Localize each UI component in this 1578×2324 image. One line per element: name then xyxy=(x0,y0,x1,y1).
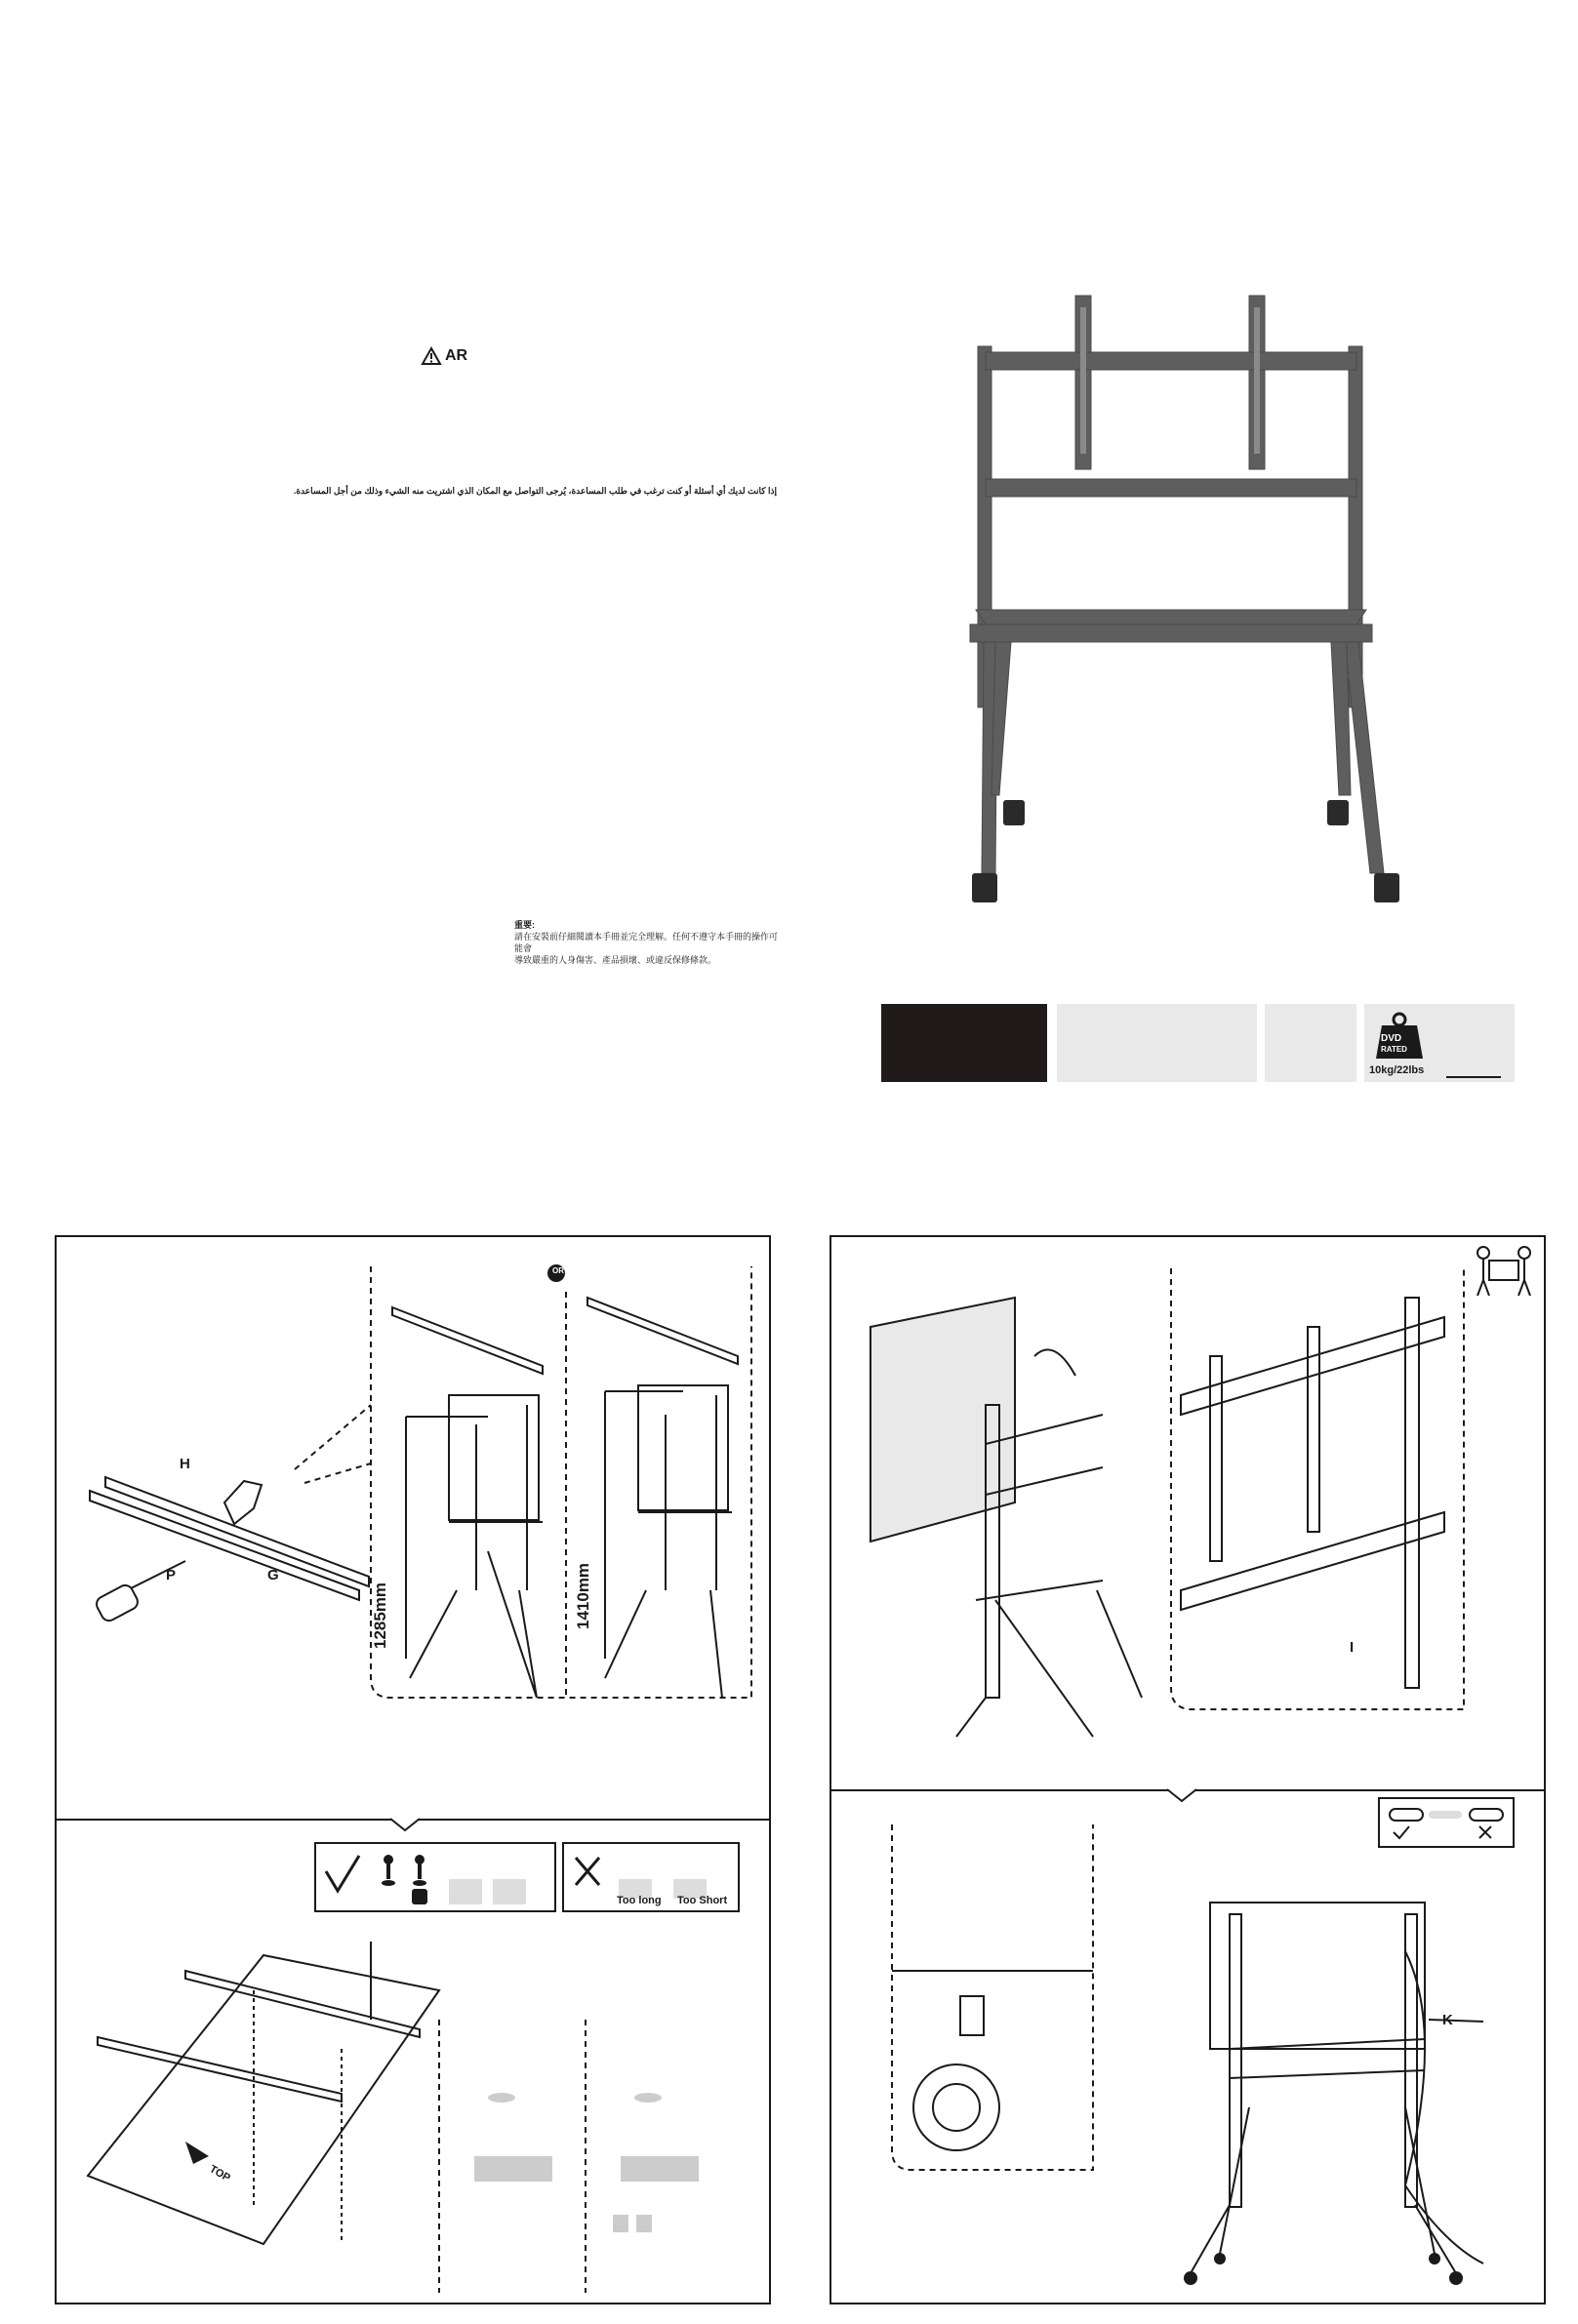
product-stand-illustration xyxy=(937,288,1415,951)
spec-block-2 xyxy=(1265,1004,1356,1082)
height-1410: 1410mm xyxy=(574,1562,592,1629)
spec-block-rating xyxy=(1364,1004,1515,1082)
chinese-important-notice xyxy=(514,919,778,966)
part-label-k: K xyxy=(1442,2012,1453,2028)
arabic-help-text: إذا كانت لديك أي أسئلة أو كنت ترغب في طلب المساعدة، يُرجى التواصل مع المكان الذي اشتريت منه الشيء وذلك من أجل المساعدة. xyxy=(293,486,777,496)
screw-length-icons xyxy=(322,1850,732,1908)
rail-assembly-illustration xyxy=(78,1268,761,1795)
too-long-label: Too long xyxy=(617,1895,662,1906)
hang-tv-illustration xyxy=(859,1268,1542,1776)
rating-badge-top: DVD xyxy=(1381,1033,1402,1044)
spec-block-dark xyxy=(881,1004,1047,1082)
tv-back-rails-illustration xyxy=(78,1922,761,2293)
height-1285: 1285mm xyxy=(371,1582,389,1649)
spec-block-1 xyxy=(1057,1004,1257,1082)
language-code: AR xyxy=(445,347,468,364)
part-label-i: I xyxy=(1350,1639,1355,1656)
warning-triangle-icon xyxy=(422,347,441,365)
part-label-p: P xyxy=(166,1567,177,1583)
warning-header xyxy=(422,347,467,365)
caster-and-cable-illustration xyxy=(859,1815,1532,2293)
top-arrow-label: TOP xyxy=(207,2163,232,2184)
cross-icon xyxy=(576,1858,599,1885)
step-arrow xyxy=(390,1817,420,1832)
notice-line-1: 請在安裝前仔細閱讀本手冊並完全理解。任何不遵守本手冊的操作可能會 xyxy=(514,932,779,953)
rating-badge-bottom: RATED xyxy=(1381,1045,1407,1054)
part-label-h: H xyxy=(180,1456,190,1472)
step-arrow-2 xyxy=(1167,1787,1196,1803)
notice-heading: 重要: xyxy=(514,920,535,930)
rating-underline xyxy=(1446,1076,1501,1078)
part-label-g: G xyxy=(267,1567,279,1583)
check-icon xyxy=(326,1856,359,1891)
too-short-label: Too Short xyxy=(677,1895,728,1906)
notice-line-2: 導致嚴重的人身傷害、產品損壞、或違反保修條款。 xyxy=(514,955,717,965)
or-label: OR xyxy=(552,1266,564,1275)
weight-rating: 10kg/22lbs xyxy=(1369,1064,1425,1076)
